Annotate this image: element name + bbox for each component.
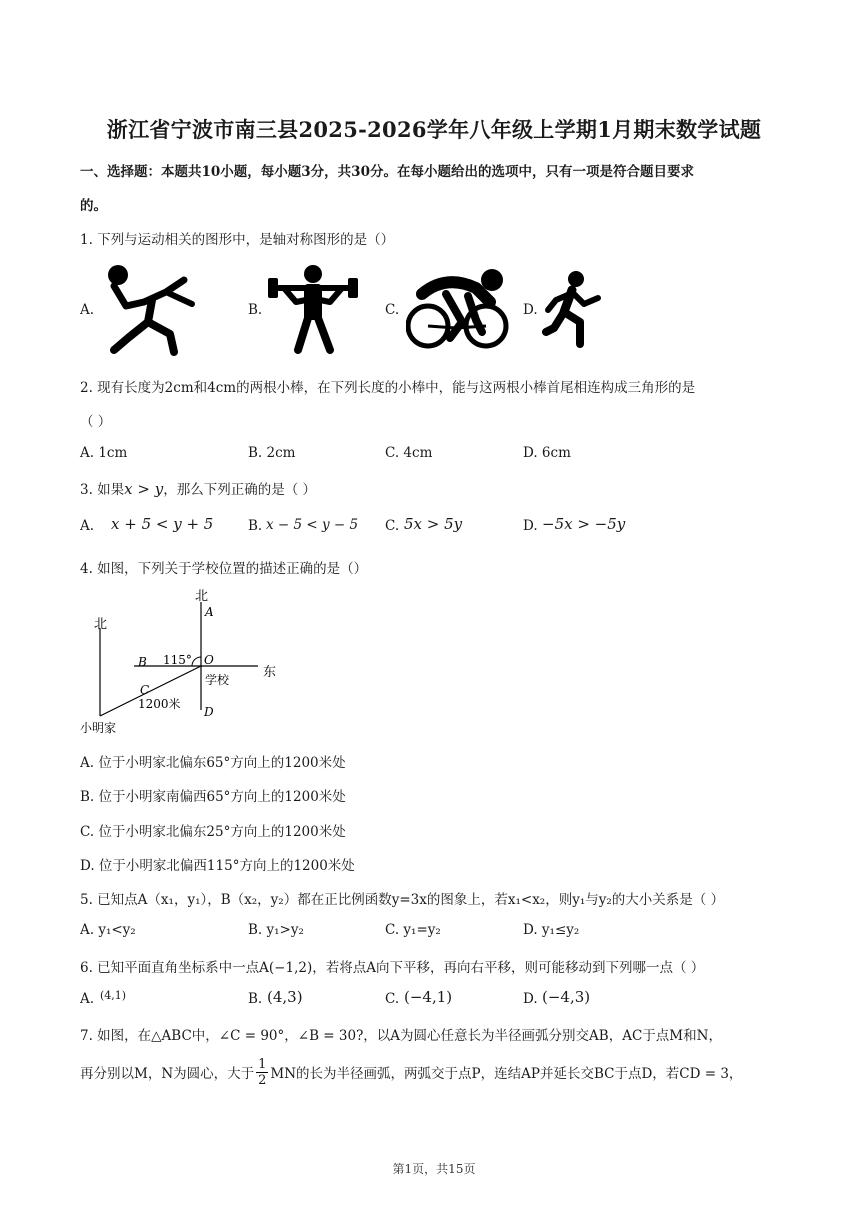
q7-line2-part1: 再分别以M，N为圆心，大于 xyxy=(80,1066,255,1082)
q3-option-c-label: C. xyxy=(385,518,400,534)
fig-point-c: C xyxy=(140,683,150,697)
fig-point-a: A xyxy=(205,605,214,619)
q6-option-d-point: (−4,3) xyxy=(542,988,591,1006)
q1-option-c-label: C. xyxy=(385,302,400,318)
q3-option-a-label: A. xyxy=(80,518,95,534)
q4-option-b: B. 位于小明家南偏西65°方向上的1200米处 xyxy=(80,789,346,805)
question-2-stem-line1: 2. 现有长度为2cm和4cm的两根小棒，在下列长度的小棒中，能与这两根小棒首尾相连构成三角形的是 xyxy=(80,380,696,396)
fig-angle-label: 115° xyxy=(163,653,192,667)
section-heading-line1: 一、选择题：本题共10小题，每小题3分，共30分。在每小题给出的选项中，只有一项是符合题目要求 xyxy=(80,164,694,180)
q3-option-c-expr: 5x > 5y xyxy=(404,515,463,533)
q2-option-d: D. 6cm xyxy=(523,445,571,461)
question-6-stem: 6. 已知平面直角坐标系中一点A(−1,2)，若将点A向下平移，再向右平移，则可能移动到下列哪一点（ ） xyxy=(80,960,705,976)
q5-option-b: B. y₁>y₂ xyxy=(248,922,304,938)
cyclist-icon xyxy=(406,266,510,352)
q6-option-a-point: (4,1) xyxy=(100,989,127,1002)
section-heading-line2: 的。 xyxy=(80,198,107,214)
page-title: 浙江省宁波市南三县2025-2026学年八年级上学期1月期末数学试题 xyxy=(106,117,762,142)
q4-option-c: C. 位于小明家北偏东25°方向上的1200米处 xyxy=(80,824,346,840)
q6-option-c-point: (−4,1) xyxy=(404,988,453,1006)
fig-point-d: D xyxy=(204,705,214,719)
q7-fraction xyxy=(256,1057,268,1088)
question-4-stem: 4. 如图，下列关于学校位置的描述正确的是（） xyxy=(80,561,368,577)
q3-stem-prefix: 3. 如果 xyxy=(80,482,125,498)
q4-option-a: A. 位于小明家北偏东65°方向上的1200米处 xyxy=(80,755,346,771)
q3-option-d-expr: −5x > −5y xyxy=(542,515,626,533)
q1-option-d-label: D. xyxy=(523,302,538,318)
q6-option-a-label: A. xyxy=(80,991,95,1007)
q3-stem-condition: x > y xyxy=(124,480,164,498)
question-5-stem: 5. 已知点A（x₁，y₁），B（x₂，y₂）都在正比例函数y=3x的图象上，若x₁<x₂，则y₁与y₂的大小关系是（ ） xyxy=(80,892,725,908)
q3-option-a-expr: x + 5 < y + 5 xyxy=(111,515,214,533)
q3-option-b-label: B. xyxy=(248,518,263,534)
q7-fraction-numerator: 1 xyxy=(258,1056,267,1072)
question-2-stem-line2: （ ） xyxy=(80,414,112,430)
q2-option-b: B. 2cm xyxy=(248,445,296,461)
q4-option-d: D. 位于小明家北偏西115°方向上的1200米处 xyxy=(80,858,355,874)
q2-option-c: C. 4cm xyxy=(385,445,433,461)
q7-fraction-denominator: 2 xyxy=(258,1072,267,1088)
question-3-stem xyxy=(80,478,316,498)
fig-school-label: 学校 xyxy=(205,673,230,687)
q1-option-a-label: A. xyxy=(80,302,95,318)
volleyball-player-icon xyxy=(104,264,200,356)
fig-home-label: 小明家 xyxy=(80,721,117,735)
page-footer: 第1页，共15页 xyxy=(392,1162,476,1176)
q5-option-c: C. y₁=y₂ xyxy=(385,922,441,938)
fig-point-o: O xyxy=(204,653,214,667)
q2-option-a: A. 1cm xyxy=(80,445,128,461)
q5-option-a: A. y₁<y₂ xyxy=(80,922,136,938)
q3-option-b-expr: x − 5 < y − 5 xyxy=(266,517,359,533)
question-7-line1: 7. 如图，在△ABC中，∠C = 90°，∠B = 30?，以A为圆心任意长为半径画弧分别交AB，AC于点M和N， xyxy=(80,1028,722,1044)
q5-option-d: D. y₁≤y₂ xyxy=(523,922,580,938)
q6-option-b-point: (4,3) xyxy=(267,988,303,1006)
q6-option-d-label: D. xyxy=(523,991,538,1007)
q4-figure xyxy=(76,584,286,740)
q7-line2-part2: MN的长为半径画弧，两弧交于点P，连结AP并延长交BC于点D，若CD = 3， xyxy=(270,1066,743,1082)
q3-stem-suffix: ，那么下列正确的是（ ） xyxy=(163,482,317,498)
fig-point-b: B xyxy=(138,655,147,669)
question-1-stem: 1. 下列与运动相关的图形中，是轴对称图形的是（） xyxy=(80,232,395,248)
question-7-line2 xyxy=(80,1052,742,1092)
runner-icon xyxy=(542,270,604,350)
q6-option-b-label: B. xyxy=(248,991,263,1007)
q6-option-c-label: C. xyxy=(385,991,400,1007)
q1-option-b-label: B. xyxy=(248,302,263,318)
weightlifter-icon xyxy=(266,264,360,354)
fig-north-left: 北 xyxy=(94,617,108,632)
q3-option-d-label: D. xyxy=(523,518,538,534)
fig-distance-label: 1200米 xyxy=(138,697,181,711)
fig-north-main: 北 xyxy=(195,589,209,604)
fig-east: 东 xyxy=(263,665,277,680)
